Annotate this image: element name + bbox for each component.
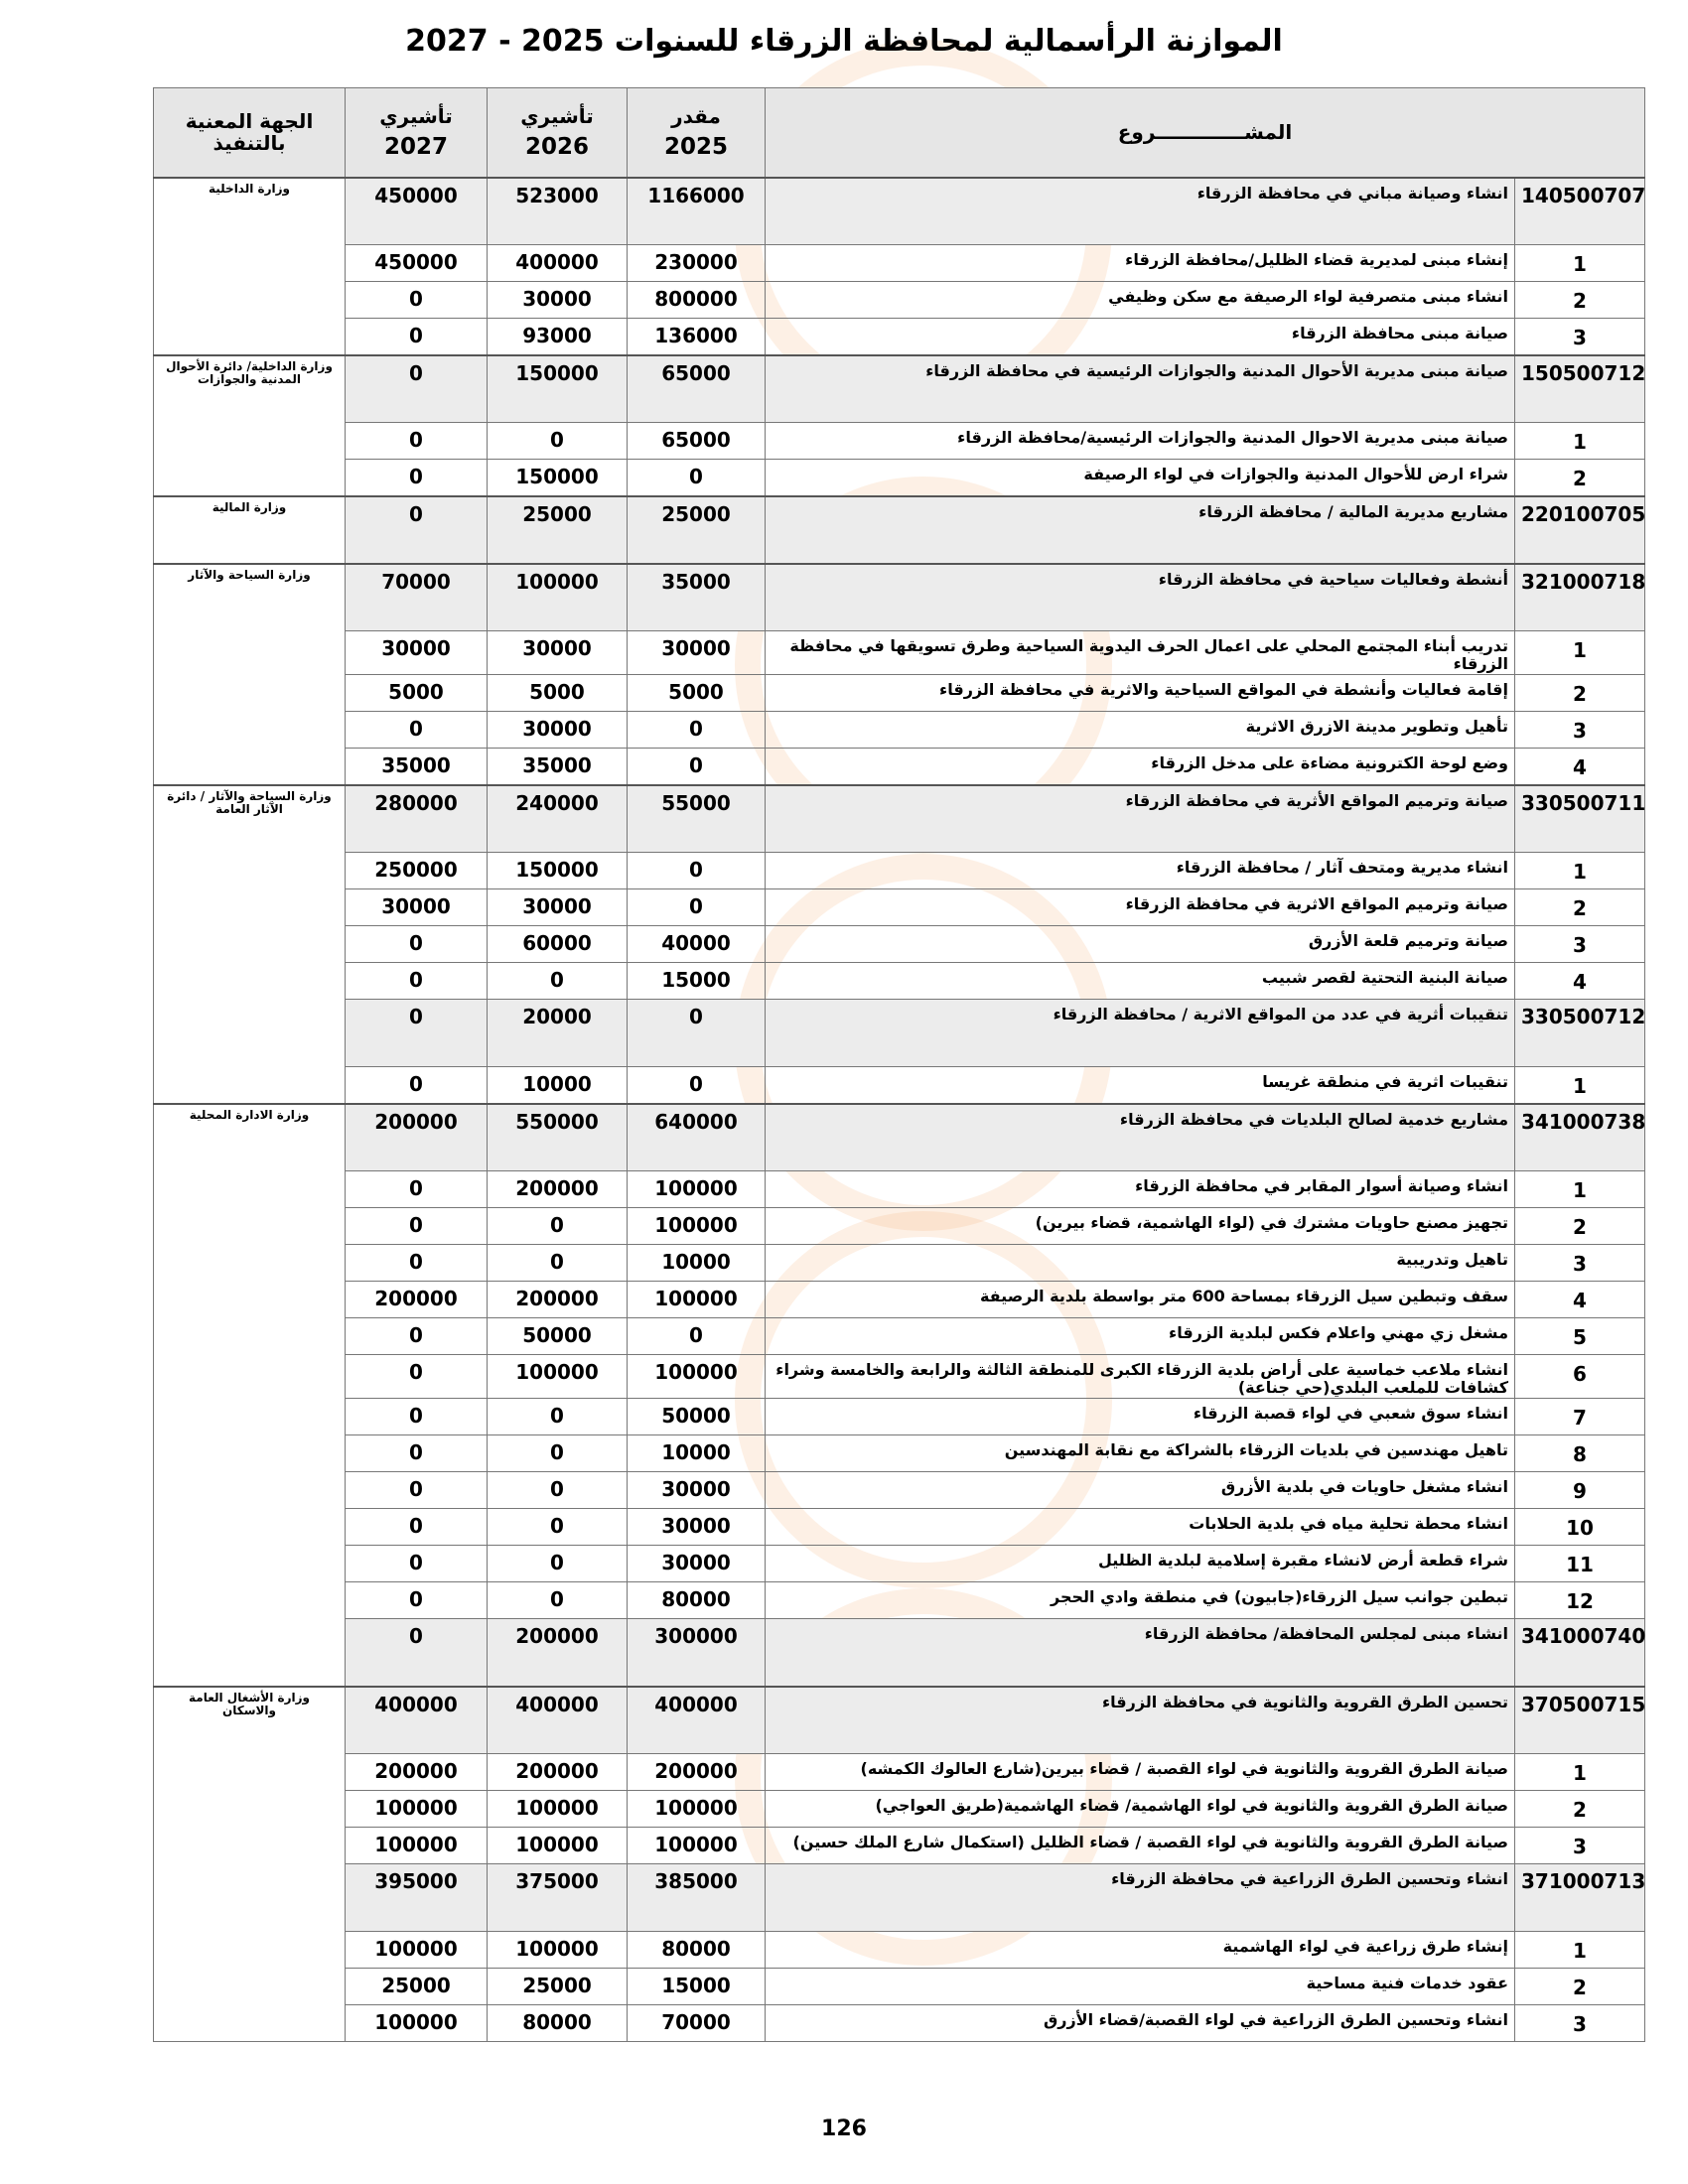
project-name: مشاريع مديرية المالية / محافظة الزرقاء [766,496,1515,564]
project-name: إنشاء طرق زراعية في لواء الهاشمية [766,1932,1515,1969]
project-name: مشاريع خدمية لصالح البلديات في محافظة الزرقاء [766,1104,1515,1171]
project-name: انشاء مديرية ومتحف آثار / محافظة الزرقاء [766,853,1515,889]
value-2025: 0 [628,1000,766,1067]
executing-ministry: وزارة الداخلية [154,178,346,355]
project-code: 150500712 [1515,355,1645,423]
subproject-row [154,1969,1645,2005]
value-2026: 0 [488,1546,628,1582]
item-number: 3 [1515,712,1645,749]
item-number: 3 [1515,1828,1645,1864]
value-2027: 400000 [346,1687,488,1754]
header-2027 [346,88,488,178]
value-2027: 0 [346,355,488,423]
project-name: صيانة الطرق القروية والثانوية في لواء الهاشمية/ قضاء الهاشمية(طريق العواجي) [766,1791,1515,1828]
project-name: انشاء مبنى متصرفية لواء الرصيفة مع سكن وظيفي [766,282,1515,319]
value-2026: 100000 [488,1932,628,1969]
value-2026: 200000 [488,1754,628,1791]
project-name: صيانة الطرق القروية والثانوية في لواء القصبة / قضاء الظليل (استكمال شارع الملك حسين) [766,1828,1515,1864]
value-2026: 50000 [488,1318,628,1355]
project-row [154,1619,1645,1687]
project-name: مشغل زي مهني واعلام فكس لبلدية الزرقاء [766,1318,1515,1355]
value-2025: 100000 [628,1171,766,1208]
project-name: عقود خدمات فنية مساحية [766,1969,1515,2005]
item-number: 3 [1515,319,1645,355]
project-name: صيانة مبنى مديرية الأحوال المدنية والجوازات الرئيسية في محافظة الزرقاء [766,355,1515,423]
value-2026: 100000 [488,564,628,631]
subproject-row [154,963,1645,1000]
value-2027: 200000 [346,1282,488,1318]
project-name: تأهيل وتطوير مدينة الازرق الاثرية [766,712,1515,749]
item-number: 1 [1515,853,1645,889]
value-2026: 100000 [488,1791,628,1828]
header-2027-label: تأشيري [379,103,453,128]
value-2025: 55000 [628,785,766,853]
table-header-row [154,88,1645,178]
value-2026: 100000 [488,1355,628,1399]
project-name: تدريب أبناء المجتمع المحلي على اعمال الحرف اليدوية السياحية وطرق تسويقها في محافظة الزرقاء [766,631,1515,675]
value-2025: 30000 [628,1546,766,1582]
value-2025: 0 [628,1067,766,1104]
value-2026: 0 [488,423,628,460]
value-2026: 0 [488,1208,628,1245]
executing-ministry: وزارة السياحة والآثار [154,564,346,785]
item-number: 12 [1515,1582,1645,1619]
value-2025: 65000 [628,423,766,460]
subproject-row [154,926,1645,963]
value-2025: 80000 [628,1582,766,1619]
subproject-row [154,1546,1645,1582]
header-2027-year: 2027 [383,133,448,160]
value-2027: 450000 [346,245,488,282]
project-name: أنشطة وفعاليات سياحية في محافظة الزرقاء [766,564,1515,631]
value-2026: 150000 [488,853,628,889]
item-number: 5 [1515,1318,1645,1355]
value-2027: 0 [346,460,488,496]
executing-ministry: وزارة الأشغال العامة والاسكان [154,1687,346,2042]
item-number: 2 [1515,460,1645,496]
header-2025-year: 2025 [663,133,728,160]
value-2027: 0 [346,1208,488,1245]
project-name: تنقيبات أثرية في عدد من المواقع الاثرية / محافظة الزرقاء [766,1000,1515,1067]
value-2026: 60000 [488,926,628,963]
value-2027: 0 [346,1435,488,1472]
item-number: 2 [1515,1791,1645,1828]
header-2026-label: تأشيري [520,103,594,128]
page-title: الموازنة الرأسمالية لمحافظة الزرقاء للسنوات 2025 - 2027 [405,24,1283,59]
value-2025: 50000 [628,1399,766,1435]
value-2026: 0 [488,963,628,1000]
subproject-row [154,1355,1645,1399]
project-name: إنشاء مبنى لمديرية قضاء الظليل/محافظة الزرقاء [766,245,1515,282]
value-2026: 25000 [488,1969,628,2005]
value-2025: 0 [628,712,766,749]
value-2027: 100000 [346,1791,488,1828]
executing-ministry: وزارة الادارة المحلية [154,1104,346,1687]
value-2026: 30000 [488,889,628,926]
value-2025: 30000 [628,1509,766,1546]
value-2025: 35000 [628,564,766,631]
value-2025: 100000 [628,1355,766,1399]
value-2025: 0 [628,460,766,496]
item-number: 1 [1515,423,1645,460]
item-number: 1 [1515,631,1645,675]
value-2025: 100000 [628,1282,766,1318]
item-number: 1 [1515,245,1645,282]
item-number: 2 [1515,889,1645,926]
budget-table [153,87,1645,2042]
value-2027: 0 [346,1399,488,1435]
project-row [154,1687,1645,1754]
item-number: 1 [1515,1171,1645,1208]
value-2027: 0 [346,1067,488,1104]
subproject-row [154,1754,1645,1791]
subproject-row [154,1791,1645,1828]
subproject-row [154,1399,1645,1435]
value-2027: 0 [346,496,488,564]
value-2026: 200000 [488,1282,628,1318]
value-2027: 0 [346,926,488,963]
value-2025: 15000 [628,963,766,1000]
project-name: تنقيبات اثرية في منطقة غريسا [766,1067,1515,1104]
project-row [154,785,1645,853]
item-number: 3 [1515,926,1645,963]
value-2025: 1166000 [628,178,766,245]
subproject-row [154,1171,1645,1208]
value-2027: 30000 [346,889,488,926]
project-row [154,1000,1645,1067]
item-number: 2 [1515,1208,1645,1245]
value-2025: 800000 [628,282,766,319]
project-name: تاهيل وتدريبية [766,1245,1515,1282]
value-2027: 0 [346,282,488,319]
header-project: المشـــــــــــــروع [766,88,1645,178]
value-2027: 0 [346,963,488,1000]
project-code: 321000718 [1515,564,1645,631]
item-number: 8 [1515,1435,1645,1472]
value-2026: 523000 [488,178,628,245]
value-2027: 0 [346,1546,488,1582]
header-2026 [488,88,628,178]
project-row [154,496,1645,564]
value-2027: 0 [346,1318,488,1355]
project-name: انشاء وصيانة أسوار المقابر في محافظة الزرقاء [766,1171,1515,1208]
project-name: وضع لوحة الكترونية مضاءة على مدخل الزرقاء [766,749,1515,785]
value-2026: 240000 [488,785,628,853]
subproject-row [154,423,1645,460]
value-2025: 0 [628,889,766,926]
project-name: شراء ارض للأحوال المدنية والجوازات في لواء الرصيفة [766,460,1515,496]
subproject-row [154,889,1645,926]
project-name: انشاء وتحسين الطرق الزراعية في محافظة الزرقاء [766,1864,1515,1932]
subproject-row [154,1208,1645,1245]
subproject-row [154,1828,1645,1864]
item-number: 7 [1515,1399,1645,1435]
value-2026: 400000 [488,245,628,282]
value-2025: 100000 [628,1791,766,1828]
value-2025: 136000 [628,319,766,355]
value-2026: 93000 [488,319,628,355]
item-number: 2 [1515,1969,1645,2005]
project-name: صيانة مبنى مديرية الاحوال المدنية والجوازات الرئيسية/محافظة الزرقاء [766,423,1515,460]
subproject-row [154,1582,1645,1619]
project-name: شراء قطعة أرض لانشاء مقبرة إسلامية لبلدية الظليل [766,1546,1515,1582]
subproject-row [154,1245,1645,1282]
value-2026: 550000 [488,1104,628,1171]
project-code: 371000713 [1515,1864,1645,1932]
value-2026: 0 [488,1399,628,1435]
value-2027: 0 [346,423,488,460]
item-number: 4 [1515,1282,1645,1318]
value-2026: 100000 [488,1828,628,1864]
value-2026: 0 [488,1582,628,1619]
value-2025: 65000 [628,355,766,423]
project-code: 341000738 [1515,1104,1645,1171]
value-2026: 30000 [488,282,628,319]
value-2027: 70000 [346,564,488,631]
value-2026: 80000 [488,2005,628,2042]
item-number: 3 [1515,1245,1645,1282]
item-number: 1 [1515,1932,1645,1969]
subproject-row [154,1435,1645,1472]
item-number: 2 [1515,675,1645,712]
value-2025: 80000 [628,1932,766,1969]
value-2027: 0 [346,1509,488,1546]
value-2025: 0 [628,1318,766,1355]
executing-ministry: وزارة الداخلية/ دائرة الأحوال المدنية والجوازات [154,355,346,496]
value-2027: 100000 [346,1828,488,1864]
value-2025: 0 [628,853,766,889]
value-2027: 0 [346,712,488,749]
value-2027: 0 [346,1245,488,1282]
value-2027: 450000 [346,178,488,245]
value-2025: 10000 [628,1245,766,1282]
project-code: 220100705 [1515,496,1645,564]
value-2027: 25000 [346,1969,488,2005]
item-number: 1 [1515,1754,1645,1791]
value-2027: 200000 [346,1754,488,1791]
value-2027: 395000 [346,1864,488,1932]
project-name: انشاء سوق شعبي في لواء قصبة الزرقاء [766,1399,1515,1435]
project-code: 140500707 [1515,178,1645,245]
value-2027: 30000 [346,631,488,675]
item-number: 10 [1515,1509,1645,1546]
value-2026: 5000 [488,675,628,712]
value-2025: 640000 [628,1104,766,1171]
value-2026: 0 [488,1245,628,1282]
value-2025: 25000 [628,496,766,564]
project-row [154,1864,1645,1932]
project-name: انشاء مشغل حاويات في بلدية الأزرق [766,1472,1515,1509]
item-number: 11 [1515,1546,1645,1582]
value-2027: 0 [346,1000,488,1067]
subproject-row [154,1318,1645,1355]
value-2025: 100000 [628,1208,766,1245]
project-name: صيانة الطرق القروية والثانوية في لواء القصبة / قضاء بيرين(شارع العالوك الكمشه) [766,1754,1515,1791]
project-name: انشاء ملاعب خماسية على أراض بلدية الزرقاء الكبرى للمنطقة الثالثة والرابعة والخامسة وشراء كشافات للملعب البلدي(حي جناعة) [766,1355,1515,1399]
value-2026: 30000 [488,712,628,749]
value-2026: 200000 [488,1171,628,1208]
project-code: 341000740 [1515,1619,1645,1687]
executing-ministry: وزارة المالية [154,496,346,564]
value-2026: 20000 [488,1000,628,1067]
header-2025-label: مقدر [671,103,721,128]
value-2025: 70000 [628,2005,766,2042]
subproject-row [154,282,1645,319]
project-name: تجهيز مصنع حاويات مشترك في (لواء الهاشمية، قضاء بيرين) [766,1208,1515,1245]
project-name: تبطين جوانب سيل الزرقاء(جابيون) في منطقة وادي الحجر [766,1582,1515,1619]
header-2026-year: 2026 [524,133,589,160]
value-2025: 10000 [628,1435,766,1472]
subproject-row [154,631,1645,675]
value-2025: 15000 [628,1969,766,2005]
value-2026: 0 [488,1472,628,1509]
value-2027: 280000 [346,785,488,853]
subproject-row [154,1067,1645,1104]
subproject-row [154,1472,1645,1509]
project-name: انشاء مبنى لمجلس المحافظة/ محافظة الزرقاء [766,1619,1515,1687]
subproject-row [154,460,1645,496]
subproject-row [154,1509,1645,1546]
value-2027: 100000 [346,1932,488,1969]
project-row [154,1104,1645,1171]
value-2025: 30000 [628,1472,766,1509]
value-2027: 0 [346,1619,488,1687]
executing-ministry: وزارة السياحة والآثار / دائرة الآثار العامة [154,785,346,1104]
project-name: إقامة فعاليات وأنشطة في المواقع السياحية والاثرية في محافظة الزرقاء [766,675,1515,712]
value-2025: 385000 [628,1864,766,1932]
subproject-row [154,712,1645,749]
project-name: انشاء وتحسين الطرق الزراعية في لواء القصبة/قضاء الأزرق [766,2005,1515,2042]
value-2026: 30000 [488,631,628,675]
value-2027: 0 [346,1472,488,1509]
value-2025: 230000 [628,245,766,282]
value-2026: 10000 [488,1067,628,1104]
value-2026: 400000 [488,1687,628,1754]
project-name: انشاء وصيانة مباني في محافظة الزرقاء [766,178,1515,245]
subproject-row [154,675,1645,712]
value-2025: 0 [628,749,766,785]
item-number: 2 [1515,282,1645,319]
subproject-row [154,853,1645,889]
subproject-row [154,1932,1645,1969]
value-2025: 400000 [628,1687,766,1754]
item-number: 4 [1515,963,1645,1000]
value-2026: 35000 [488,749,628,785]
value-2027: 200000 [346,1104,488,1171]
value-2026: 150000 [488,355,628,423]
value-2026: 375000 [488,1864,628,1932]
value-2027: 5000 [346,675,488,712]
item-number: 4 [1515,749,1645,785]
project-name: انشاء محطة تحلية مياه في بلدية الحلابات [766,1509,1515,1546]
project-code: 330500711 [1515,785,1645,853]
value-2027: 0 [346,1582,488,1619]
value-2026: 0 [488,1435,628,1472]
project-name: تحسين الطرق القروية والثانوية في محافظة الزرقاء [766,1687,1515,1754]
header-ministry: الجهة المعنية بالتنفيذ [154,88,346,178]
project-code: 370500715 [1515,1687,1645,1754]
project-name: سقف وتبطين سيل الزرقاء بمساحة 600 متر بواسطة بلدية الرصيفة [766,1282,1515,1318]
value-2026: 0 [488,1509,628,1546]
value-2027: 0 [346,1355,488,1399]
value-2027: 35000 [346,749,488,785]
project-code: 330500712 [1515,1000,1645,1067]
value-2027: 250000 [346,853,488,889]
page-number: 126 [821,2116,867,2141]
project-name: تاهيل مهندسين في بلديات الزرقاء بالشراكة مع نقابة المهندسين [766,1435,1515,1472]
value-2026: 25000 [488,496,628,564]
item-number: 3 [1515,2005,1645,2042]
value-2025: 5000 [628,675,766,712]
value-2025: 100000 [628,1828,766,1864]
subproject-row [154,2005,1645,2042]
project-name: صيانة مبنى محافظة الزرقاء [766,319,1515,355]
project-name: صيانة وترميم المواقع الأثرية في محافظة الزرقاء [766,785,1515,853]
subproject-row [154,319,1645,355]
project-row [154,355,1645,423]
project-row [154,178,1645,245]
subproject-row [154,749,1645,785]
subproject-row [154,245,1645,282]
value-2027: 0 [346,1171,488,1208]
value-2027: 0 [346,319,488,355]
item-number: 9 [1515,1472,1645,1509]
value-2025: 200000 [628,1754,766,1791]
item-number: 1 [1515,1067,1645,1104]
header-2025 [628,88,766,178]
value-2025: 40000 [628,926,766,963]
value-2027: 100000 [346,2005,488,2042]
subproject-row [154,1282,1645,1318]
value-2026: 200000 [488,1619,628,1687]
value-2026: 150000 [488,460,628,496]
value-2025: 300000 [628,1619,766,1687]
project-name: صيانة وترميم المواقع الاثرية في محافظة الزرقاء [766,889,1515,926]
item-number: 6 [1515,1355,1645,1399]
value-2025: 30000 [628,631,766,675]
project-row [154,564,1645,631]
project-name: صيانة وترميم قلعة الأزرق [766,926,1515,963]
project-name: صيانة البنية التحتية لقصر شبيب [766,963,1515,1000]
